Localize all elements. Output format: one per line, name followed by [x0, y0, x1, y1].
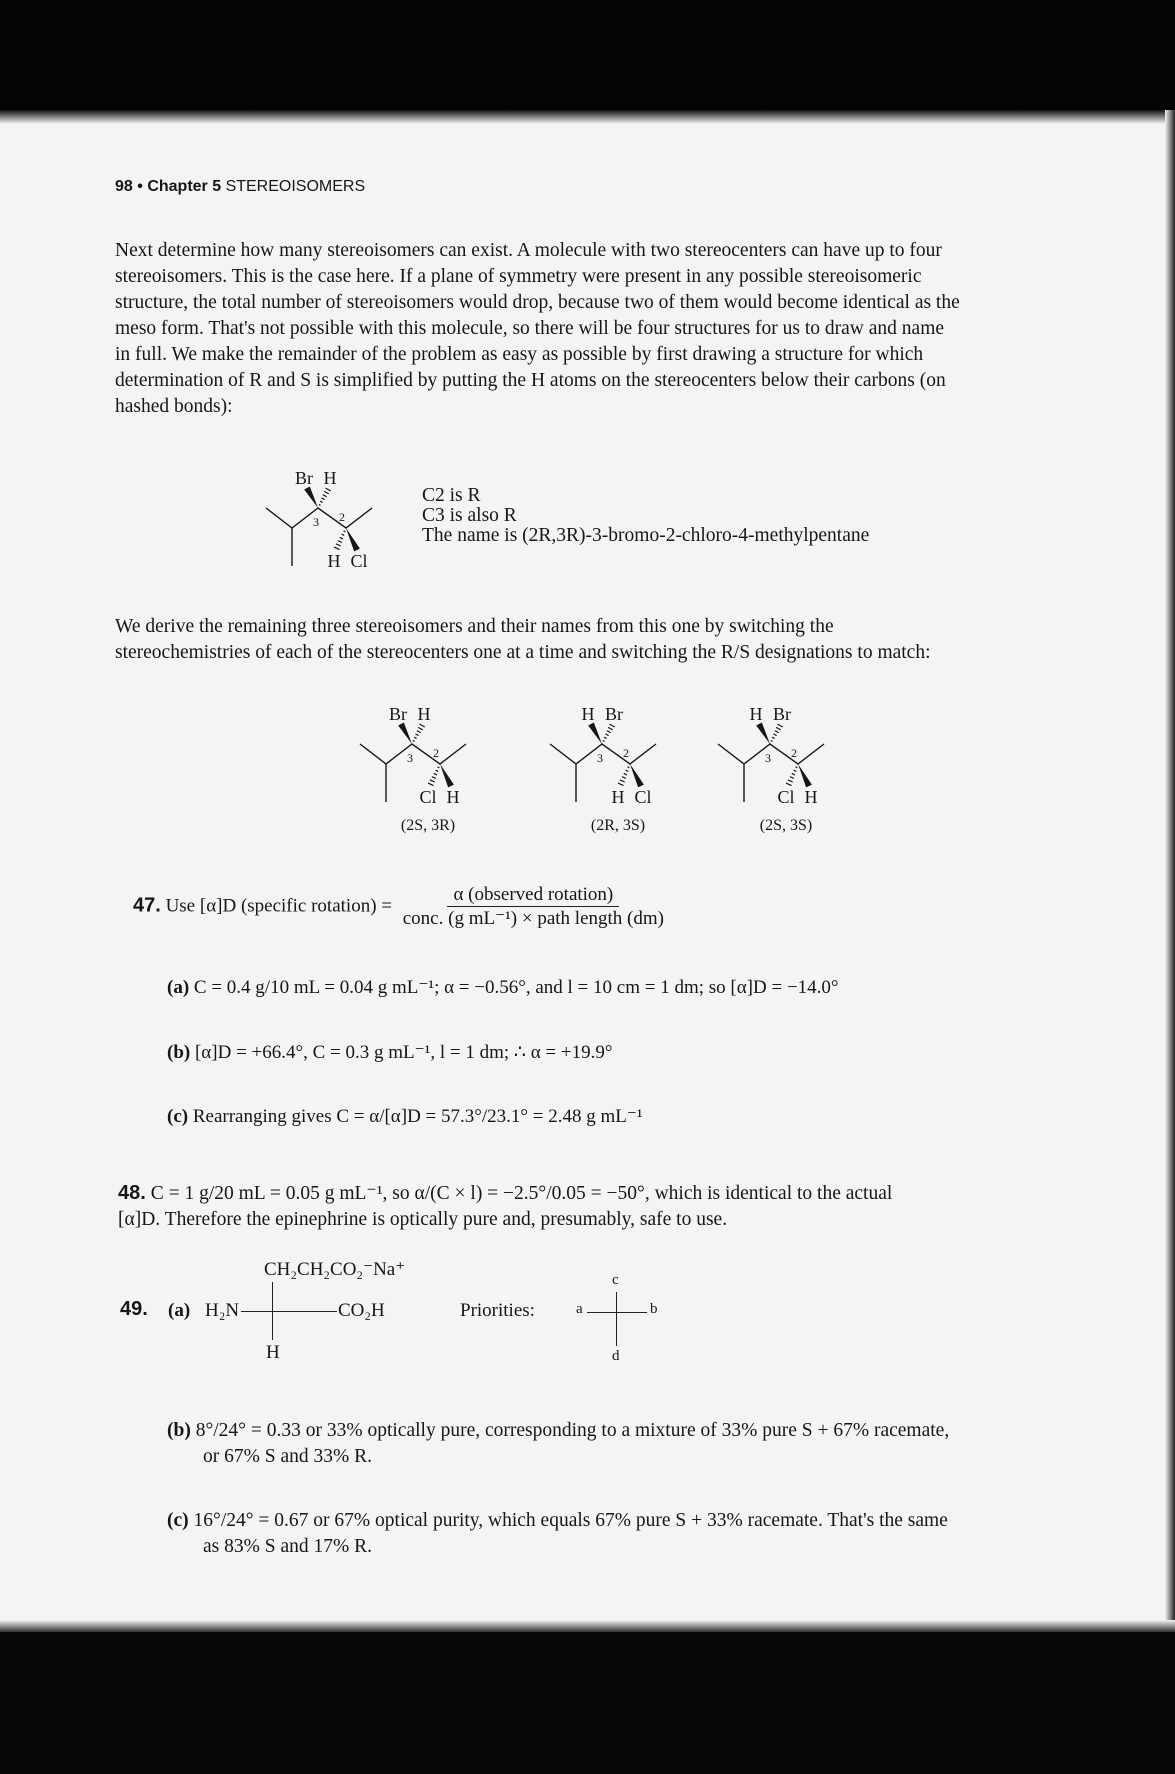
carbon-3-label: 3 — [407, 751, 413, 765]
carbon-2-label: 2 — [791, 746, 797, 760]
priority-left: a — [576, 1301, 583, 1317]
text-line: meso form. That's not possible with this molecule, so there will be four structures for us to draw and name — [115, 318, 945, 339]
wedge-bond — [798, 764, 812, 787]
part-label: (a) — [168, 1300, 191, 1321]
hash-mark — [794, 770, 797, 771]
priority-vertical-bond — [616, 1292, 617, 1346]
text-line: hashed bonds): — [115, 396, 233, 417]
hash-mark — [319, 504, 321, 505]
page-number: 98 — [115, 178, 133, 195]
bottom-left-substituent: H — [327, 551, 341, 571]
scan-top-border — [0, 0, 1175, 118]
problem-48 — [118, 1180, 1068, 1233]
bottom-right-substituent: H — [446, 787, 460, 807]
wedge-bond — [346, 528, 360, 551]
hash-mark — [624, 773, 627, 774]
wedge-bond — [440, 764, 454, 787]
bottom-left-substituent: Cl — [419, 787, 437, 807]
chapter-title: STEREOISOMERS — [225, 178, 366, 195]
priority-top: c — [612, 1272, 619, 1288]
hash-mark — [628, 767, 630, 768]
problem-47a — [167, 976, 839, 999]
configuration-label: (2S, 3S) — [759, 817, 813, 834]
priorities-label: Priorities: — [460, 1300, 535, 1321]
wedge-bond — [630, 764, 644, 787]
note-c2: C2 is R — [422, 485, 481, 506]
hash-mark — [608, 727, 613, 730]
hash-mark — [324, 491, 329, 494]
bottom-left-substituent: Cl — [777, 787, 795, 807]
hashed-bond — [413, 724, 425, 741]
header-bullet: • — [137, 178, 143, 195]
hashed-bond — [334, 531, 345, 550]
carbon-chain — [266, 508, 372, 528]
text-line: in full. We make the remainder of the problem as easy as possible by first drawing a structure for which — [115, 344, 924, 365]
hash-mark — [323, 495, 327, 497]
carbon-3-label: 3 — [765, 751, 771, 765]
scan-top-shadow — [0, 110, 1175, 124]
hash-mark — [773, 734, 776, 736]
scan-bottom-border — [0, 1632, 1175, 1774]
hash-mark — [413, 740, 415, 741]
top-right-substituent: Br — [605, 704, 623, 724]
hash-mark — [610, 724, 615, 727]
text-line: We derive the remaining three stereoisomers and their names from this one by switching the — [115, 616, 834, 637]
structure-2S3S — [710, 702, 840, 842]
hash-mark — [420, 724, 425, 727]
carbon-3-label: 3 — [313, 515, 319, 529]
configuration-label: (2S, 3R) — [400, 817, 456, 834]
wedge-bond — [756, 722, 770, 744]
text-line: 8°/24° = 0.33 or 33% optically pure, corresponding to a mixture of 33% pure S + 67% racemate, — [195, 1420, 950, 1441]
top-right-substituent: H — [417, 704, 431, 724]
bottom-left-substituent: H — [611, 787, 625, 807]
fischer-horizontal-bond — [241, 1311, 337, 1312]
text-line: stereochemistries of each of the stereocenters one at a time and switching the R/S designations to match: — [115, 642, 931, 663]
hash-mark — [428, 783, 433, 785]
problem-number: 49. — [120, 1298, 148, 1320]
hash-mark — [326, 488, 331, 491]
text-line: 16°/24° = 0.67 or 67% optical purity, which equals 67% pure S + 33% racemate. That's the same — [193, 1510, 948, 1531]
problem-number: 47. — [133, 894, 161, 917]
hash-mark — [418, 727, 423, 730]
problem-47c — [167, 1105, 643, 1128]
hash-mark — [432, 777, 436, 779]
hash-mark — [603, 740, 605, 741]
part-text: Rearranging gives C = α/[α]D = 57.3°/23.1° = 2.48 g mL⁻¹ — [192, 1106, 643, 1127]
hash-mark — [775, 731, 779, 733]
part-text: [α]D = +66.4°, C = 0.3 g mL⁻¹, l = 1 dm; ∴ α = +19.9° — [194, 1042, 613, 1063]
fischer-top-group: CH₂CH₂CO₂⁻Na⁺ — [264, 1259, 406, 1280]
hash-mark — [626, 770, 629, 771]
hashed-bond — [319, 488, 331, 505]
top-left-substituent: H — [581, 704, 595, 724]
top-left-substituent: H — [749, 704, 763, 724]
hash-mark — [438, 767, 440, 768]
part-label: (b) — [167, 1420, 191, 1441]
structure-notes — [422, 486, 869, 546]
text-line: stereoisomers. This is the case here. If a plane of symmetry were present in any possible stereoisomeric — [115, 266, 922, 287]
part-label: (c) — [167, 1510, 189, 1531]
fraction-numerator: α (observed rotation) — [447, 884, 619, 907]
hashed-bond — [771, 724, 783, 741]
top-left-substituent: Br — [295, 468, 313, 488]
hash-mark — [792, 773, 795, 774]
paragraph-derive — [115, 614, 1065, 666]
carbon-chain — [718, 744, 824, 764]
fischer-right-group: CO₂H — [338, 1300, 385, 1321]
hash-mark — [340, 537, 343, 538]
part-label: (b) — [167, 1042, 191, 1063]
carbon-2-label: 2 — [433, 746, 439, 760]
hashed-bond — [618, 767, 629, 786]
bottom-right-substituent: H — [804, 787, 818, 807]
wedge-bond — [304, 486, 318, 508]
hash-mark — [778, 724, 783, 727]
part-text: C = 0.4 g/10 mL = 0.04 g mL⁻¹; α = −0.56°, and l = 10 cm = 1 dm; so [α]D = −14.0° — [193, 977, 839, 998]
problem-49b — [167, 1418, 1067, 1470]
hashed-bond — [428, 767, 439, 786]
hash-mark — [338, 541, 342, 543]
configuration-label: (2R, 3S) — [590, 817, 646, 834]
text-line: or 67% S and 33% R. — [203, 1446, 372, 1467]
hash-mark — [786, 783, 791, 785]
carbon-chain — [550, 744, 656, 764]
hash-mark — [321, 498, 324, 500]
text-line: C = 1 g/20 mL = 0.05 g mL⁻¹, so α/(C × l) = −2.5°/0.05 = −50°, which is identical to the actual — [150, 1183, 893, 1204]
text-line: structure, the total number of stereoisomers would drop, because two of them would become identical as the — [115, 292, 960, 313]
hash-mark — [618, 783, 623, 785]
hash-mark — [415, 734, 418, 736]
problem-47b — [167, 1041, 612, 1064]
hash-mark — [436, 770, 439, 771]
fischer-vertical-bond — [272, 1282, 273, 1340]
formula-lead: Use [α]D (specific rotation) = — [165, 895, 392, 917]
hash-mark — [772, 737, 774, 738]
structure-2R3S — [542, 702, 672, 842]
priority-bottom: d — [612, 1348, 620, 1364]
carbon-3-label: 3 — [597, 751, 603, 765]
hash-mark — [414, 737, 416, 738]
hash-mark — [790, 777, 794, 779]
hash-mark — [620, 780, 625, 782]
text-line: as 83% S and 17% R. — [203, 1536, 372, 1557]
top-right-substituent: H — [323, 468, 337, 488]
problem-47 — [133, 884, 670, 930]
text-line: determination of R and S is simplified by putting the H atoms on the stereocenters below their carbons (on — [115, 370, 946, 391]
specific-rotation-fraction — [397, 884, 670, 930]
part-label: (a) — [167, 977, 190, 998]
carbon-2-label: 2 — [623, 746, 629, 760]
bottom-right-substituent: Cl — [634, 787, 652, 807]
bottom-right-substituent: Cl — [350, 551, 368, 571]
problem-49c — [167, 1508, 1067, 1560]
fischer-bottom-group: H — [266, 1342, 280, 1363]
carbon-chain — [360, 744, 466, 764]
hash-mark — [320, 501, 322, 502]
paragraph-stereoisomer-count — [115, 238, 1065, 420]
wedge-bond — [588, 722, 602, 744]
carbon-2-label: 2 — [339, 510, 345, 524]
top-left-substituent: Br — [389, 704, 407, 724]
chapter-label: Chapter 5 — [147, 178, 222, 195]
note-c3: C3 is also R — [422, 505, 517, 526]
fischer-left-group: H₂N — [205, 1300, 240, 1321]
running-header — [115, 178, 365, 196]
text-line: [α]D. Therefore the epinephrine is optically pure and, presumably, safe to use. — [118, 1209, 728, 1230]
hash-mark — [788, 780, 793, 782]
hashed-bond — [603, 724, 615, 741]
top-right-substituent: Br — [773, 704, 791, 724]
hash-mark — [334, 547, 339, 549]
hash-mark — [776, 727, 781, 730]
hash-mark — [434, 773, 437, 774]
hash-mark — [607, 731, 611, 733]
structure-2R3R — [258, 466, 388, 578]
hash-mark — [336, 544, 341, 546]
hash-mark — [342, 534, 345, 535]
hash-mark — [796, 767, 798, 768]
note-name: The name is (2R,3R)-3-bromo-2-chloro-4-methylpentane — [422, 525, 870, 546]
part-label: (c) — [167, 1106, 189, 1127]
text-line: Next determine how many stereoisomers can exist. A molecule with two stereocenters can have up to four — [115, 240, 942, 261]
hash-mark — [622, 777, 626, 779]
scan-right-edge — [1165, 110, 1175, 1640]
hash-mark — [771, 740, 773, 741]
priority-right: b — [650, 1301, 658, 1317]
hash-mark — [605, 734, 608, 736]
hashed-bond — [786, 767, 797, 786]
hash-mark — [344, 531, 346, 532]
fraction-denominator: conc. (g mL⁻¹) × path length (dm) — [402, 908, 664, 929]
problem-number: 48. — [118, 1182, 146, 1204]
hash-mark — [604, 737, 606, 738]
hash-mark — [417, 731, 421, 733]
wedge-bond — [398, 722, 412, 744]
problem-49a — [120, 1258, 820, 1368]
hash-mark — [430, 780, 435, 782]
structure-2S3R — [352, 702, 482, 842]
